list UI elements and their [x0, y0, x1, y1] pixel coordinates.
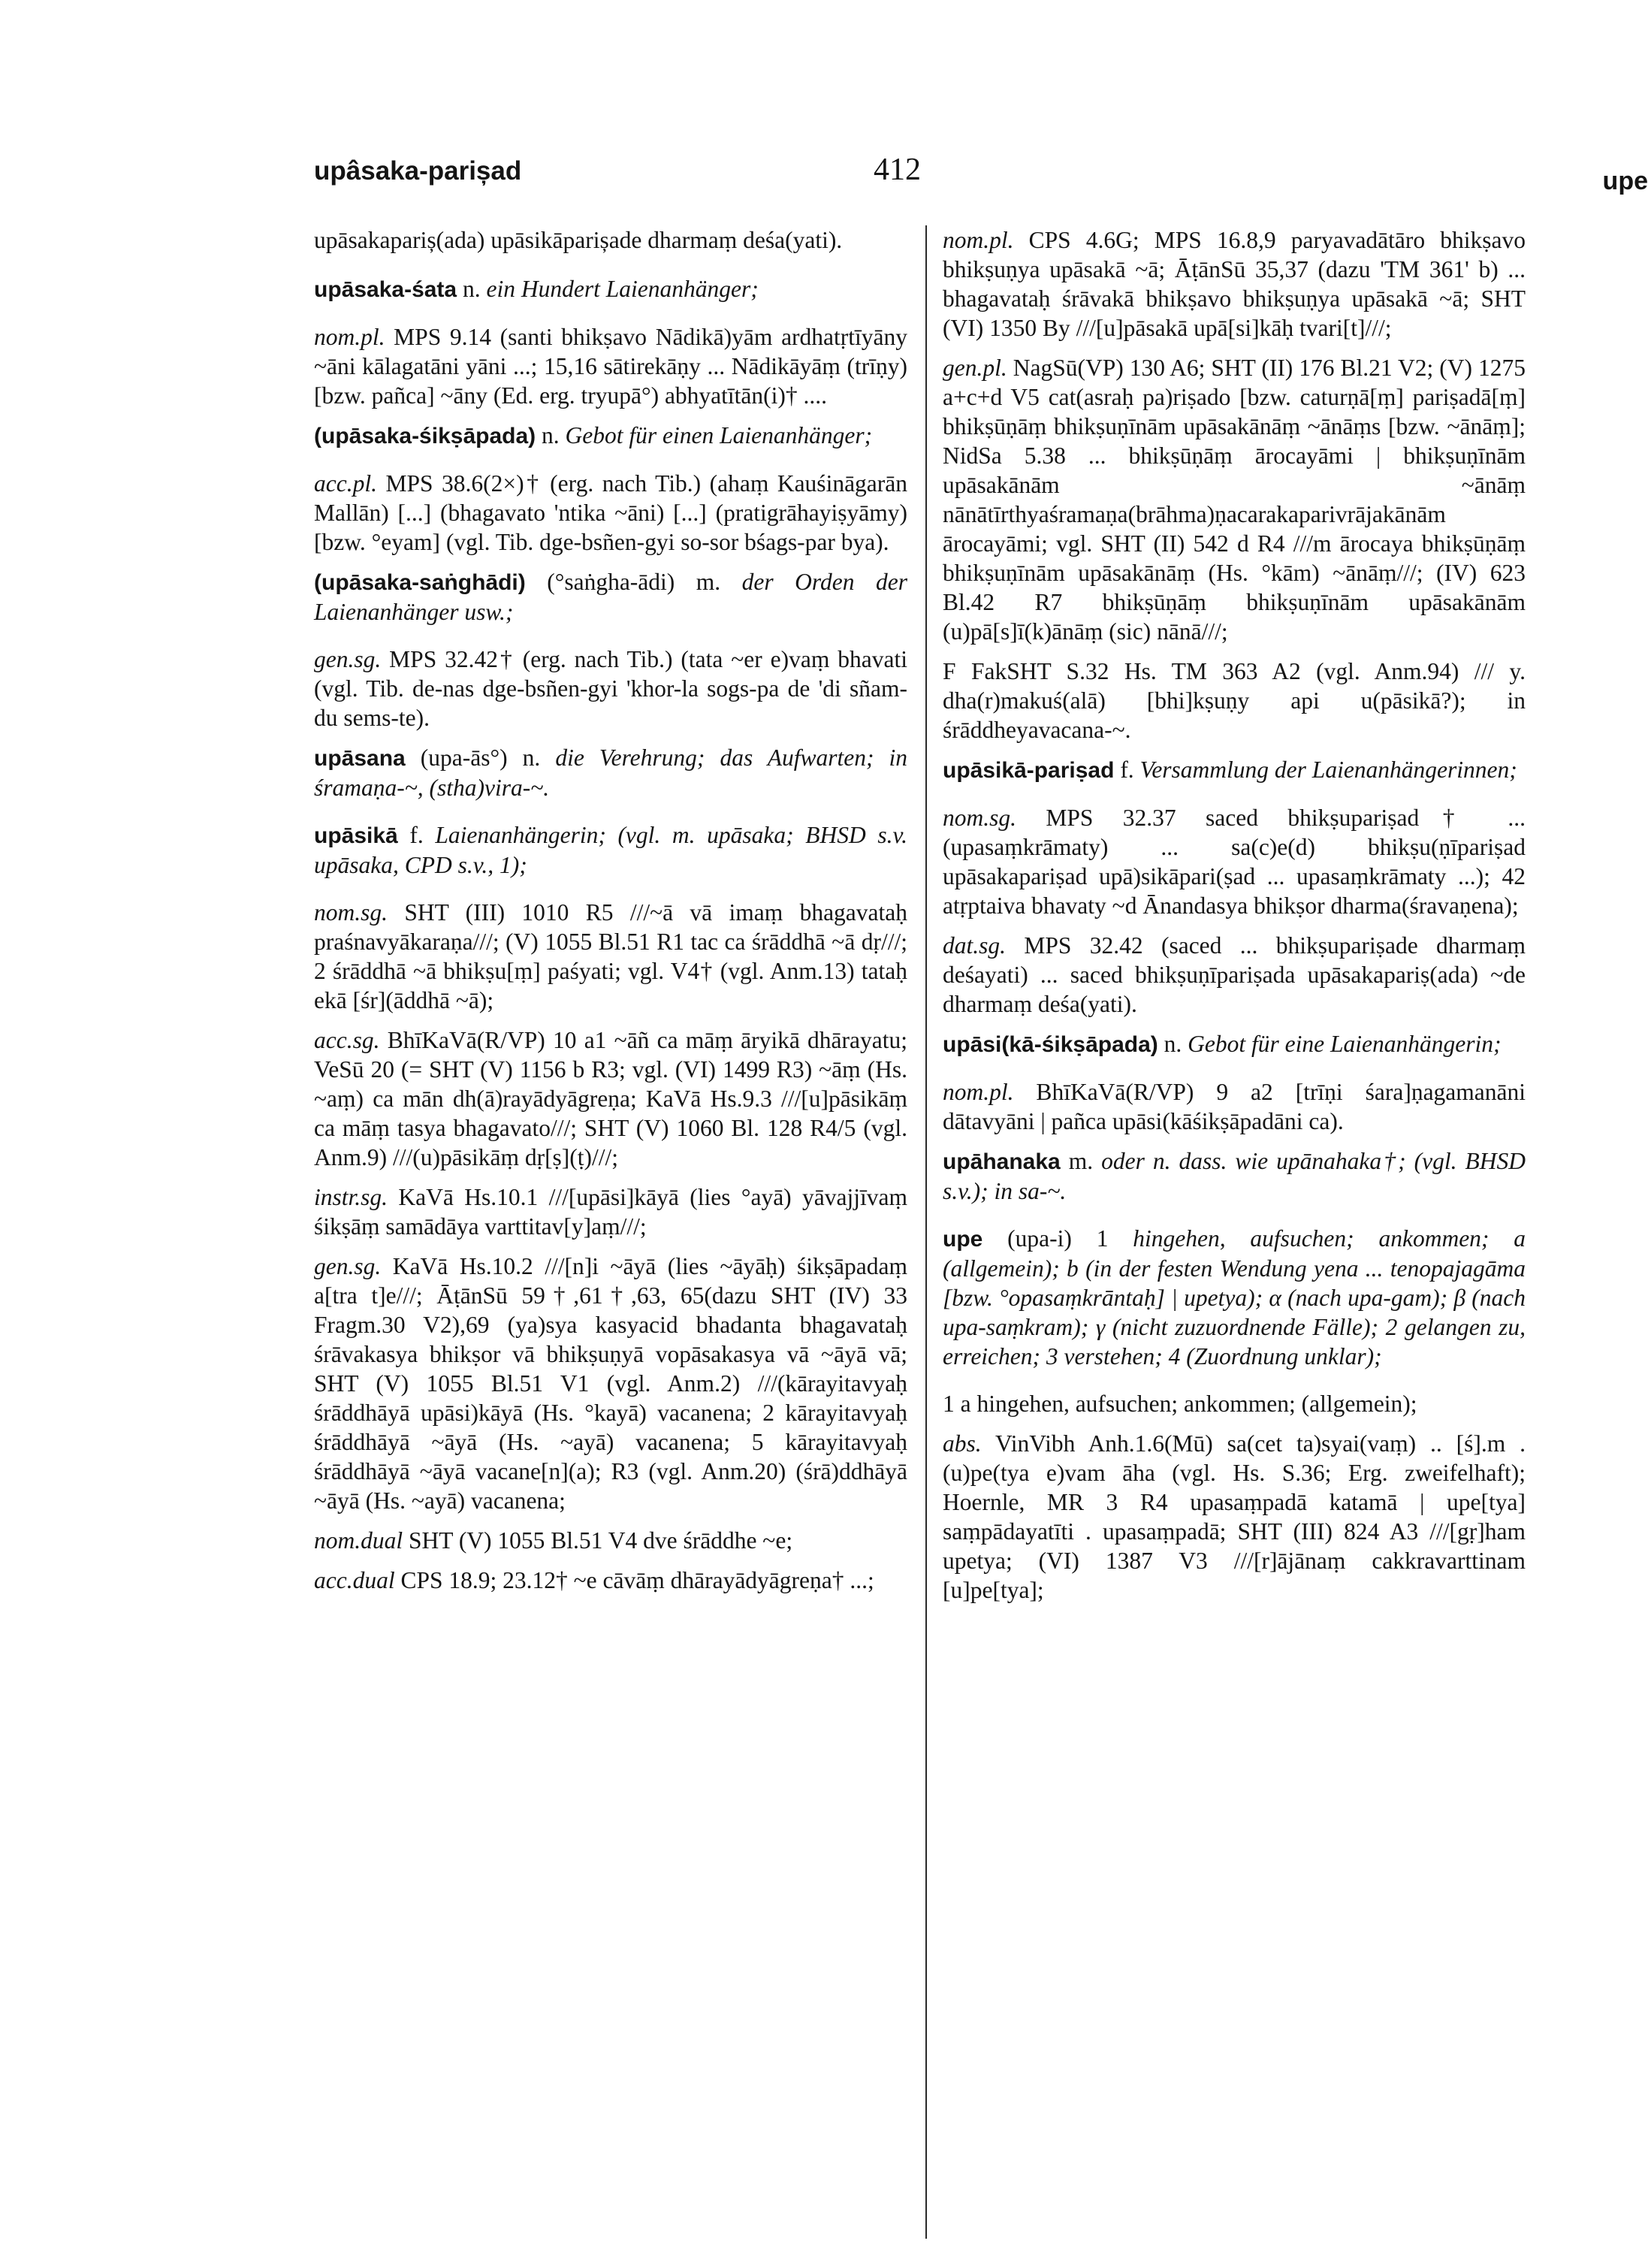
citation-block: [314, 1526, 907, 1555]
citation-text: F FakSHT S.32 Hs. TM 363 A2 (vgl. Anm.94) /// y. dha(r)makuś(alā) [bhi]kṣuṇy api u(pāsikā?); in śrāddheyavacana-~.: [943, 658, 1526, 743]
citation-block: [943, 353, 1526, 646]
citation-text: KaVā Hs.10.2 ///[n]i ~āyā (lies ~āyāḥ) śikṣāpadaṃ a[tra t]e///; ĀṭānSū 59†,61†,63, 65(dazu SHT (IV) 33 Fragm.30 V2),69 (ya)sya kasyacid bhadanta bhagavataḥ śrāvakasya bhikṣor vā bhikṣuṇyā vopāsakasya vā ~āyā vā; SHT (V) 1055 Bl.51 V1 (vgl. Anm.2) ///(kārayitavyaḥ śrāddhāyā upāsi)kāyā (Hs. °kayā) vacanena; 2 kārayitavyaḥ śrāddhāyā ~āyā (Hs. ~ayā) vacanena; 5 kārayitavyaḥ śrāddhāyā ~āyā vacane[n](a); R3 (vgl. Anm.20) (śrā)ddhāyā ~āyā (Hs. ~ayā) vacanena;: [314, 1253, 907, 1514]
grammar-label: nom.sg.: [943, 805, 1017, 831]
page-number: 412: [874, 153, 921, 187]
entry-head: [314, 743, 907, 802]
column-divider: [925, 225, 927, 2239]
entry-definition: der Orden der Laienanhänger usw.;: [314, 569, 907, 625]
citation-text: SHT (V) 1055 Bl.51 V4 dve śrāddhe ~e;: [403, 1527, 793, 1554]
grammar-label: instr.sg.: [314, 1184, 388, 1210]
entry-head: [314, 421, 907, 451]
grammar-label: gen.sg.: [314, 646, 382, 672]
dictionary-entry: [943, 1029, 1526, 1136]
citation-block: [314, 469, 907, 557]
citation-text: KaVā Hs.10.1 ///[upāsi]kāyā (lies °ayā) yāvajjīvaṃ śikṣāṃ samādāya varttitav[y]aṃ///;: [314, 1184, 907, 1240]
dictionary-entry: [943, 1146, 1526, 1206]
entry-head: [943, 1224, 1526, 1371]
entry-head: [314, 274, 907, 304]
citation-block: [943, 931, 1526, 1019]
grammar-label: gen.pl.: [943, 355, 1007, 381]
entry-definition: oder n. dass. wie upānahaka†; (vgl. BHSD s.v.); in sa-~.: [943, 1148, 1526, 1204]
citation-text: MPS 32.42 (saced ... bhikṣupariṣade dharmaṃ deśayati) ... saced bhikṣuṇīpariṣada upāsakapariṣ(ada) ~de dharmaṃ deśa(yati).: [943, 932, 1526, 1017]
citation-text: NagSū(VP) 130 A6; SHT (II) 176 Bl.21 V2; (V) 1275 a+c+d V5 cat(asraḥ pa)riṣado [bzw. caturṇā[ṃ] pariṣadā[ṃ] bhikṣūṇāṃ bhikṣuṇīnām upāsakānāṃ ~ānāṃs [bzw. ~ānāṃ]; NidSa 5.38 ... bhikṣūṇāṃ ārocayāmi | bhikṣuṇīnām upāsakānām ~ānāṃ nānātīrthyaśramaṇa(brāhma)ṇacarakaparivrājakānām ārocayāmi; vgl. SHT (II) 542 d R4 ///m ārocaya bhikṣūṇāṃ bhikṣuṇīnām upāsakānāṃ (Hs. °kām) ~ānāṃ///; (IV) 623 Bl.42 R7 bhikṣūṇāṃ bhikṣuṇīnām upāsakānām (u)pā[s]ī(k)ānāṃ (sic) nānā///;: [943, 355, 1526, 645]
dictionary-entry: [314, 743, 907, 802]
entry-lemma: upāsikā: [314, 823, 398, 848]
entry-grammar: (upa-ās°) n.: [405, 744, 556, 771]
citation-text: MPS 38.6(2×)† (erg. nach Tib.) (ahaṃ Kauśināgarān Mallān) [...] (bhagavato 'ntika ~āni) [...] (pratigrāhayiṣyāmy) [bzw. °eyam] (vgl. Tib. dge-bsñen-gyi so-sor bśags-par bya).: [314, 470, 907, 555]
entry-definition: Versammlung der Laienanhängerinnen;: [1139, 757, 1517, 783]
grammar-label: gen.sg.: [314, 1253, 382, 1279]
citation-block: [943, 1429, 1526, 1605]
entry-definition: die Verehrung; das Aufwarten; in śramaṇa-~, (stha)vira-~.: [314, 744, 907, 801]
entry-grammar: (°saṅgha-ādi) m.: [525, 569, 742, 595]
citation-text: CPS 18.9; 23.12† ~e cāvāṃ dhārayādyāgreṇa† ...;: [394, 1567, 874, 1593]
entry-head: [314, 820, 907, 880]
citation-block: [314, 1566, 907, 1595]
entry-head: [943, 1146, 1526, 1206]
entry-lemma: upe: [943, 1227, 983, 1252]
entry-lemma: (upāsaka-saṅghādi): [314, 570, 526, 595]
entry-definition: hingehen, aufsuchen; ankommen; a (allgemein); b (in der festen Wendung yena ... tenopajagāma [bzw. °opasaṃkrāntaḥ] | upetya); α (nach upa-gam); β (nach upa-saṃkram); γ (nicht zuzuordnende Fälle); 2 gelangen zu, erreichen; 3 verstehen; 4 (Zuordnung unklar);: [943, 1225, 1526, 1370]
citation-block: [314, 1252, 907, 1515]
grammar-label: acc.sg.: [314, 1027, 380, 1053]
citation-block: [943, 1077, 1526, 1136]
grammar-label: nom.dual: [314, 1527, 403, 1554]
citation-text: 1 a hingehen, aufsuchen; ankommen; (allgemein);: [943, 1391, 1417, 1417]
entry-head: [943, 1029, 1526, 1059]
grammar-label: acc.pl.: [314, 470, 377, 497]
dictionary-entry: [314, 820, 907, 1595]
continuation-text: upāsakapariș(ada) upāsikāparișade dharmaṃ deśa(yati).: [314, 227, 843, 253]
right-column: [943, 225, 1526, 1615]
grammar-label: nom.sg.: [314, 899, 388, 926]
citation-block: [943, 225, 1526, 343]
citation-text: VinVibh Anh.1.6(Mū) sa(cet ta)syai(vaṃ) .. [ś].m .(u)pe(tya e)vam āha (vgl. Hs. S.36; Erg. zweifelhaft); Hoernle, MR 3 R4 upasaṃpadā katamā | upe[tya] saṃpādayatīti . upasaṃpadā; SHT (III) 824 A3 ///[gṛ]ham upetya; (VI) 1387 V3 ///[r]ājānaṃ cakkravarttinam [u]pe[tya];: [943, 1430, 1526, 1603]
grammar-label: dat.sg.: [943, 932, 1007, 959]
entry-lemma: upāsaka-śata: [314, 277, 457, 302]
entry-definition: Gebot für eine Laienanhängerin;: [1188, 1031, 1502, 1057]
entry-lemma: upāhanaka: [943, 1149, 1061, 1174]
citation-text: BhīKaVā(R/VP) 9 a2 [trīṇi śara]ṇagamanāni dātavyāni | pañca upāsi(kāśikṣāpadāni ca).: [943, 1079, 1526, 1134]
dictionary-entry: [943, 1224, 1526, 1605]
citation-text: MPS 32.42† (erg. nach Tib.) (tata ~er e)vaṃ bhavati (vgl. Tib. de-nas dge-bsñen-gyi 'khor-la sogs-pa de 'di sñam-du sems-te).: [314, 646, 907, 731]
running-header: [314, 153, 1648, 201]
entry-grammar: n.: [536, 422, 566, 448]
citation-block: [943, 803, 1526, 920]
entry-grammar: f.: [397, 822, 436, 848]
grammar-label: abs.: [943, 1430, 982, 1457]
header-headword-left: upâsaka-parișad: [314, 156, 522, 186]
citation-block: [314, 1025, 907, 1172]
dictionary-entry: [943, 755, 1526, 1019]
entry-lemma: (upāsaka-śikṣāpada): [314, 424, 536, 448]
citation-block: [943, 1389, 1526, 1418]
left-column: [314, 225, 907, 1605]
entry-grammar: f.: [1114, 757, 1140, 783]
entry-definition: Gebot für einen Laienanhänger;: [565, 422, 873, 448]
entry-definition: Laienanhängerin; (vgl. m. upāsaka; BHSD s.v. upāsaka, CPD s.v., 1);: [314, 822, 907, 878]
grammar-label: acc.dual: [314, 1567, 395, 1593]
entry-definition: ein Hundert Laienanhänger;: [486, 276, 759, 302]
citation-text: BhīKaVā(R/VP) 10 a1 ~āñ ca māṃ āryikā dhārayatu; VeSū 20 (= SHT (V) 1156 b R3; vgl. (VI) 1499 R3) ~āṃ (Hs. ~aṃ) ca mān dh(ā)rayādyāgreṇa; KaVā Hs.9.3 ///[u]pāsikāṃ ca māṃ tasya bhagavato///; SHT (V) 1060 Bl. 128 R4/5 (vgl. Anm.9) ///(u)pāsikāṃ dṛ[ṣ](ṭ)///;: [314, 1027, 907, 1170]
citation-block: [314, 645, 907, 732]
header-headword-right: upe: [1602, 167, 1648, 195]
citation-block: [314, 322, 907, 410]
entry-grammar: (upa-i) 1: [982, 1225, 1133, 1252]
entry-grammar: n.: [457, 276, 487, 302]
citation-text: CPS 4.6G; MPS 16.8,9 paryavadātāro bhikṣavo bhikṣuṇya upāsakā ~ā; ĀṭānSū 35,37 (dazu 'TM 361' b) ... bhagavataḥ śrāvakā bhikṣavo bhikṣuṇya upāsakā ~ā; SHT (VI) 1350 By ///[u]pāsakā upā[si]kāḥ tvari[t]///;: [943, 227, 1526, 341]
entry-head: [314, 567, 907, 627]
citation-text: SHT (III) 1010 R5 ///~ā vā imaṃ bhagavataḥ praśnavyākaraṇa///; (V) 1055 Bl.51 R1 tac ca śrāddhā ~ā dṛ///; 2 śrāddhā ~ā bhikṣu[ṃ] paśyati; vgl. V4† (vgl. Anm.13) tataḥ ekā [śr](āddhā ~ā);: [314, 899, 907, 1013]
grammar-label: nom.pl.: [943, 1079, 1014, 1105]
dictionary-entry: [314, 274, 907, 410]
entry-lemma: upāsikā-pariṣad: [943, 758, 1115, 783]
grammar-label: nom.pl.: [314, 324, 385, 350]
citation-block: [314, 898, 907, 1015]
dictionary-entry: [314, 567, 907, 732]
citation-text: MPS 32.37 saced bhikṣupariṣad† ... (upasaṃkrāmaty) ... sa(c)e(d) bhikṣu(ṇīpariṣad upāsakapariṣad upā)sikāpari(ṣad ... upasaṃkrāmaty ...); 42 atṛptaiva bhavaty ~d Ānandasya bhikṣor dharma(śravaṇena);: [943, 805, 1526, 919]
grammar-label: nom.pl.: [943, 227, 1014, 253]
entry-grammar: m.: [1060, 1148, 1102, 1174]
citation-block: [943, 657, 1526, 744]
entry-grammar: n.: [1158, 1031, 1188, 1057]
entry-lemma: upāsana: [314, 746, 406, 771]
entry-lemma: upāsi(kā-śikṣāpada): [943, 1032, 1158, 1057]
dictionary-entry: [314, 421, 907, 557]
citation-block: [314, 1182, 907, 1241]
entry-head: [943, 755, 1526, 785]
citation-text: MPS 9.14 (santi bhikṣavo Nādikā)yām ardhatṛtīyāny ~āni kālagatāni yāni ...; 15,16 sātirekāṇy ... Nādikāyāṃ (trīṇy) [bzw. pañca] ~āny (Ed. erg. tryupā°) abhyatītān(i)† ....: [314, 324, 907, 409]
